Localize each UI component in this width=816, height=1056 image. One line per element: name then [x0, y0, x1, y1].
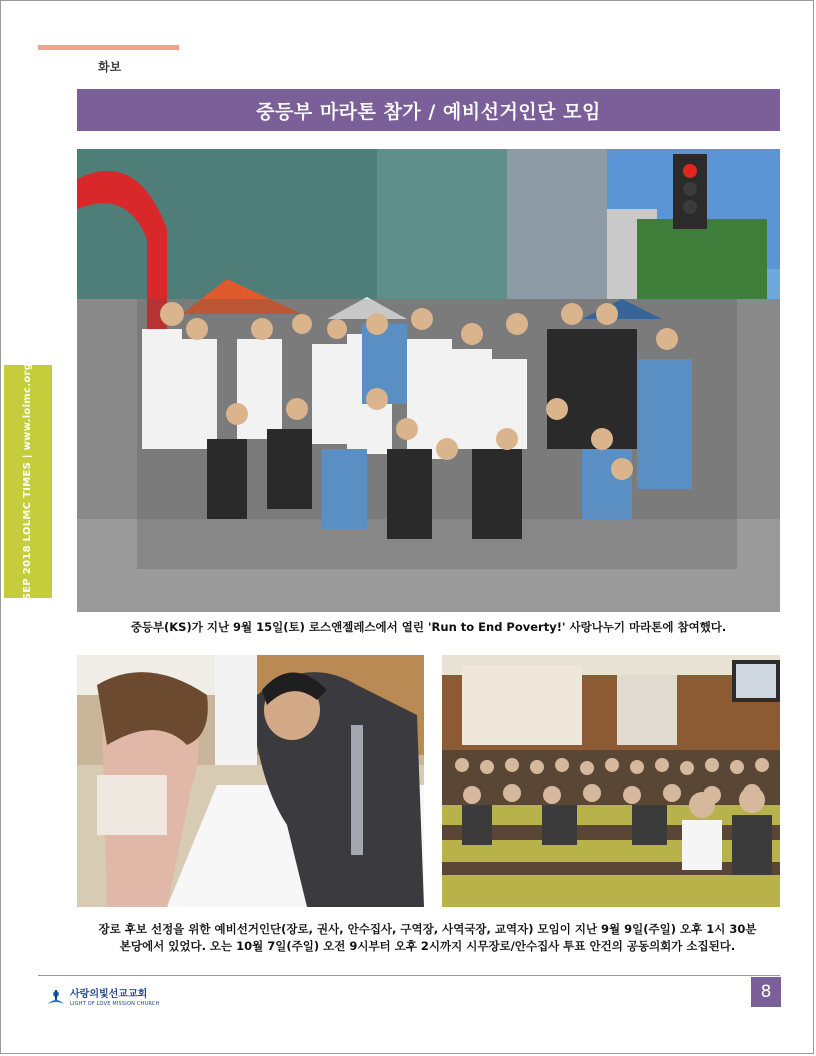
side-tab-text: SEP 2018 LOLMC TIMES | www.lolmc.org	[22, 362, 34, 601]
page-number-text: 8	[760, 982, 772, 1002]
meeting-caption-line1: 장로 후보 선정을 위한 예비선거인단(장로, 권사, 안수집사, 구역장, 사역국장, 교역자) 모임이 지난 9월 9일(주일) 오후 1시 30분	[98, 922, 757, 936]
footer-divider	[38, 975, 780, 976]
registration-signing-photo	[77, 655, 424, 907]
signing-photo-illustration	[77, 655, 424, 907]
assembly-photo-illustration	[442, 655, 780, 907]
meeting-caption-line2: 본당에서 있었다. 오는 10월 7일(주일) 오전 9시부터 오후 2시까지 시무장로/안수집사 투표 안건의 공동의회가 소집된다.	[119, 939, 736, 953]
logo-sub-text: LIGHT OF LOVE MISSION CHURCH	[70, 1000, 160, 1007]
page-title-bar	[77, 89, 780, 131]
logo-main-text: 사랑의빛선교교회	[70, 988, 148, 1000]
church-logo-icon	[46, 988, 66, 1008]
sanctuary-meeting-photo	[442, 655, 780, 907]
marathon-group-photo	[77, 149, 780, 612]
church-logo	[46, 988, 159, 1008]
marathon-photo-illustration	[77, 149, 780, 612]
page-title: 중등부 마라톤 참가 / 예비선거인단 모임	[256, 100, 601, 123]
side-tab	[4, 362, 52, 601]
section-label: 화보	[98, 60, 122, 74]
header-accent-line	[38, 45, 179, 50]
page-number	[751, 977, 781, 1007]
marathon-caption: 중등부(KS)가 지난 9월 15일(토) 로스앤젤레스에서 열린 'Run to End Poverty!' 사랑나누기 마라톤에 참여했다.	[130, 620, 727, 634]
